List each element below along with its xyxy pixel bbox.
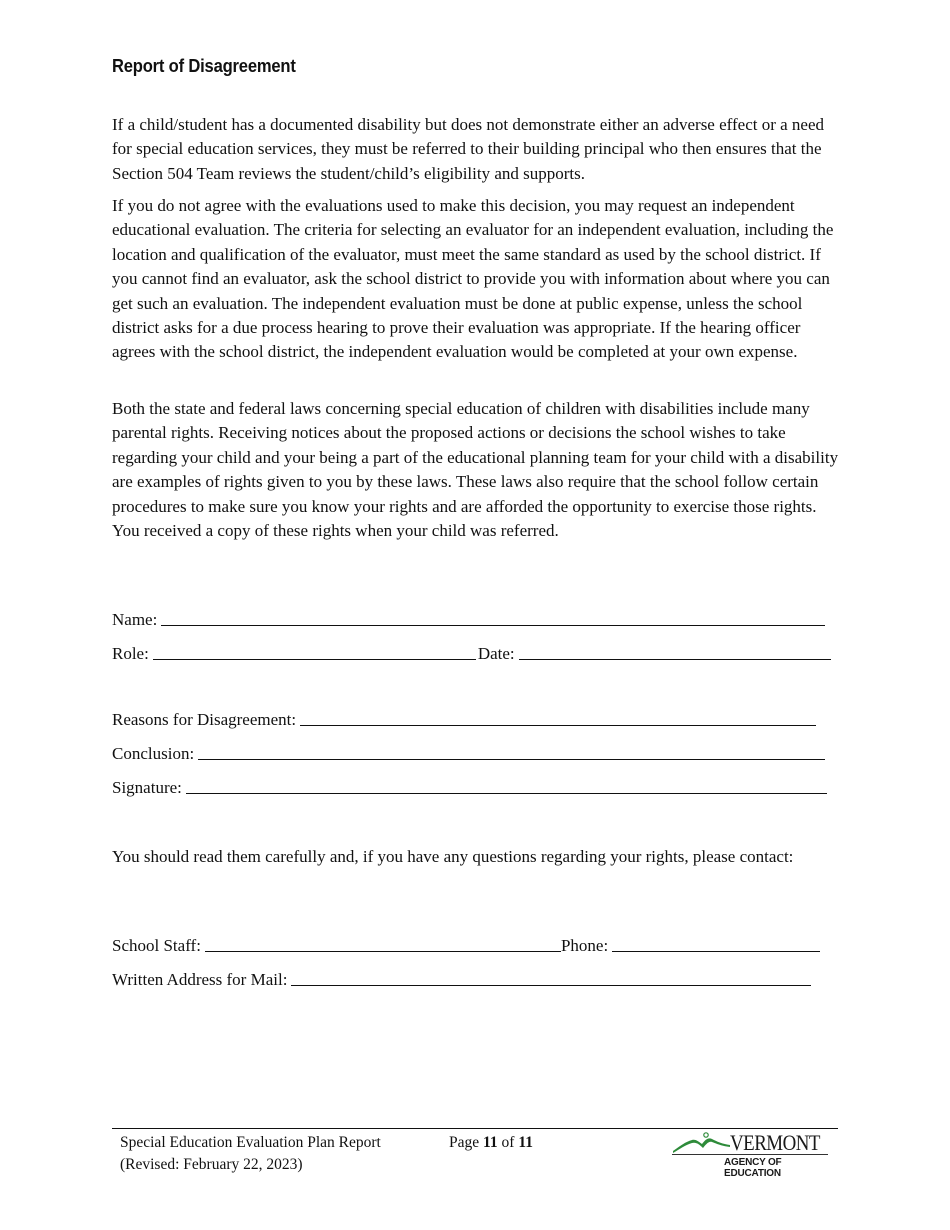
page-title: Report of Disagreement [112,56,296,76]
school-staff-blank[interactable] [205,950,561,952]
logo-divider [672,1154,828,1155]
school-staff-field[interactable] [112,936,820,956]
paragraph-eligibility: If a child/student has a documented disability but does not demonstrate either an adverse effect or a need for special education services, they must be referred to their building principal who then ensures that the Section 504 Team reviews the student/child’s eligibility and supports. [112,115,825,183]
page-label: Page [449,1134,480,1151]
page-of: of [501,1134,515,1151]
date-label: Date: [477,644,515,663]
signature-field[interactable] [112,778,827,798]
logo-wordmark: VERMONT [730,1130,820,1155]
page-total: 11 [518,1134,533,1151]
page-number [449,1132,533,1154]
logo-subtitle: AGENCY OF EDUCATION [724,1157,782,1179]
paragraph-parental-rights: Both the state and federal laws concerning special education of children with disabilities include many parental rights. Receiving notices about the proposed actions or decisions the school wishes to take regarding your child and your being a part of the educational planning team for your child with a disability are examples of rights given to you by these laws. These laws also require that the school follow certain procedures to make sure you know your rights and are afforded the opportunity to exercise those rights. You received a copy of these rights when your child was referred. [112,399,839,541]
name-blank[interactable] [161,624,825,626]
date-blank[interactable] [519,658,831,660]
reasons-field[interactable] [112,710,816,730]
role-label: Role: [112,644,149,663]
name-field[interactable] [112,610,825,630]
address-label: Written Address for Mail: [112,970,288,989]
reasons-label: Reasons for Disagreement: [112,710,297,729]
contact-instructions: You should read them carefully and, if you have any questions regarding your rights, please contact: [112,847,794,866]
signature-blank[interactable] [186,792,827,794]
address-field[interactable] [112,970,811,990]
mountain-logo-icon [672,1130,732,1156]
name-label: Name: [112,610,158,629]
footer-divider [112,1128,838,1129]
phone-label: Phone: [560,936,609,955]
footer-document-info [120,1132,381,1175]
paragraph-independent-evaluation: If you do not agree with the evaluations used to make this decision, you may request an independent educational evaluation. The criteria for selecting an evaluator for an independent evaluation, including the location and qualification of the evaluator, must meet the same standard as used by the school district. If you cannot find an evaluator, ask the school district to provide you with information about where you can get such an evaluation. The independent evaluation must be done at public expense, unless the school district asks for a due process hearing to prove their evaluation was appropriate. If the hearing officer agrees with the school district, the independent evaluation would be completed at your own expense. [112,196,834,362]
conclusion-field[interactable] [112,744,825,764]
conclusion-blank[interactable] [198,758,825,760]
conclusion-label: Conclusion: [112,744,195,763]
vermont-agency-logo [672,1130,832,1179]
role-field[interactable] [112,644,831,664]
footer-revised-date: (Revised: February 22, 2023) [120,1155,303,1173]
school-staff-label: School Staff: [112,936,201,955]
reasons-blank[interactable] [300,724,816,726]
phone-blank[interactable] [612,950,820,952]
page-current: 11 [483,1134,498,1151]
footer-report-title: Special Education Evaluation Plan Report [120,1134,381,1151]
signature-label: Signature: [112,778,182,797]
role-blank[interactable] [153,658,476,660]
address-blank[interactable] [291,984,811,986]
